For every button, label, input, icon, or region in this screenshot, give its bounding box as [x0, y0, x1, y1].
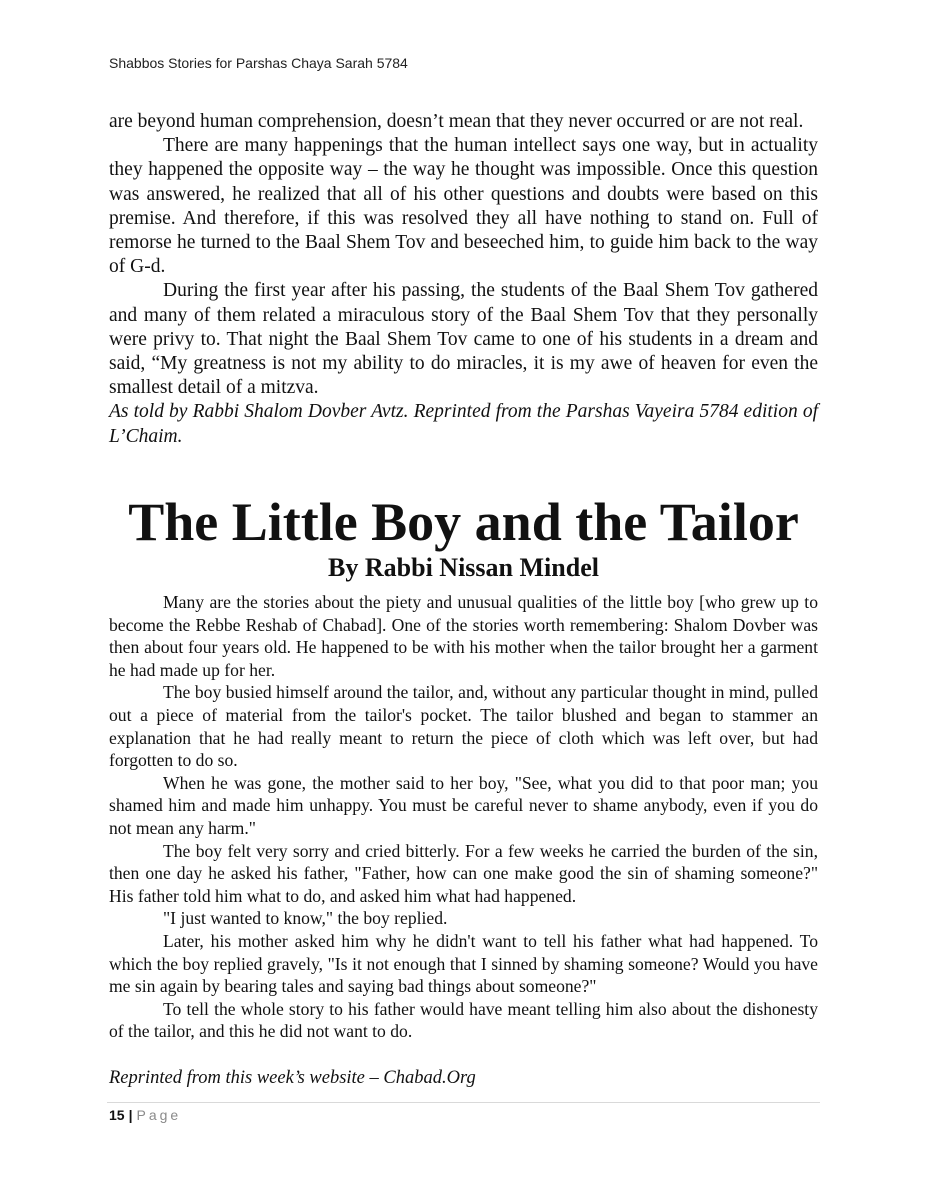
- paragraph: To tell the whole story to his father would have meant telling him also about the dishonesty of the tailor, and this he did not want to do.: [109, 998, 818, 1042]
- paragraph: The boy felt very sorry and cried bitterly. For a few weeks he carried the burden of the sin, then one day he asked his father, "Father, how can one make good the sin of shaming someone?" His father told him what to do, and asked him what had happened.: [109, 840, 818, 906]
- paragraph: Later, his mother asked him why he didn't want to tell his father what had happened. To which the boy replied gravely, "Is it not enough that I sinned by shaming someone? Would you have me sin again by bearing tales and saying bad things about someone?": [109, 930, 818, 997]
- page-footer: [109, 1106, 181, 1124]
- running-header: Shabbos Stories for Parshas Chaya Sarah 5784: [109, 55, 408, 71]
- paragraph: The boy busied himself around the tailor, and, without any particular thought in mind, pulled out a piece of material from the tailor's pocket. The tailor blushed and began to stammer an explanation that he had really meant to return the piece of cloth which was left over, but had forgotten to do so.: [109, 682, 818, 771]
- paragraph: "I just wanted to know," the boy replied.: [163, 908, 448, 929]
- paragraph: Many are the stories about the piety and unusual qualities of the little boy [who grew up to become the Rebbe Reshab of Chabad]. One of the stories worth remembering: Shalom Dovber was then about four years old. He happened to be with his mother when the tailor brought her a garment he had made up for her.: [109, 592, 818, 680]
- article-byline: By Rabbi Nissan Mindel: [328, 553, 599, 582]
- page-label: Page: [136, 1107, 182, 1123]
- page-number: 15: [109, 1107, 125, 1123]
- paragraph: During the first year after his passing, the students of the Baal Shem Tov gathered and many of them related a miraculous story of the Baal Shem Tov that they personally were privy to. That night the Baal Shem Tov came to one of his students in a dream and said, “My greatness is not my ability to do miracles, it is my awe of heaven for even the smallest detail of a mitzva.: [109, 280, 818, 399]
- paragraph: When he was gone, the mother said to her boy, "See, what you did to that poor man; you shamed him and made him unhappy. You must be careful never to shame anybody, even if you do not mean any harm.": [109, 772, 818, 838]
- previous-story-attribution: As told by Rabbi Shalom Dovber Avtz. Reprinted from the Parshas Vayeira 5784 edition of L’Chaim.: [109, 401, 818, 447]
- footer-divider: [107, 1102, 820, 1103]
- article-source-note: Reprinted from this week’s website – Chabad.Org: [109, 1068, 476, 1088]
- paragraph: There are many happenings that the human intellect says one way, but in actuality they happened the opposite way – the way he thought was impossible. Once this question was answered, he realized that all of his other questions and doubts were based on this premise. And therefore, if this was resolved they all have nothing to stand on. Full of remorse he turned to the Baal Shem Tov and beseeched him, to guide him back to the way of G-d.: [109, 135, 818, 278]
- article-text: [109, 591, 818, 1043]
- page-separator: |: [128, 1107, 133, 1123]
- paragraph: are beyond human comprehension, doesn’t mean that they never occurred or are not real.: [109, 111, 804, 132]
- previous-story-text: [109, 110, 818, 449]
- article-title: The Little Boy and the Tailor: [128, 492, 799, 552]
